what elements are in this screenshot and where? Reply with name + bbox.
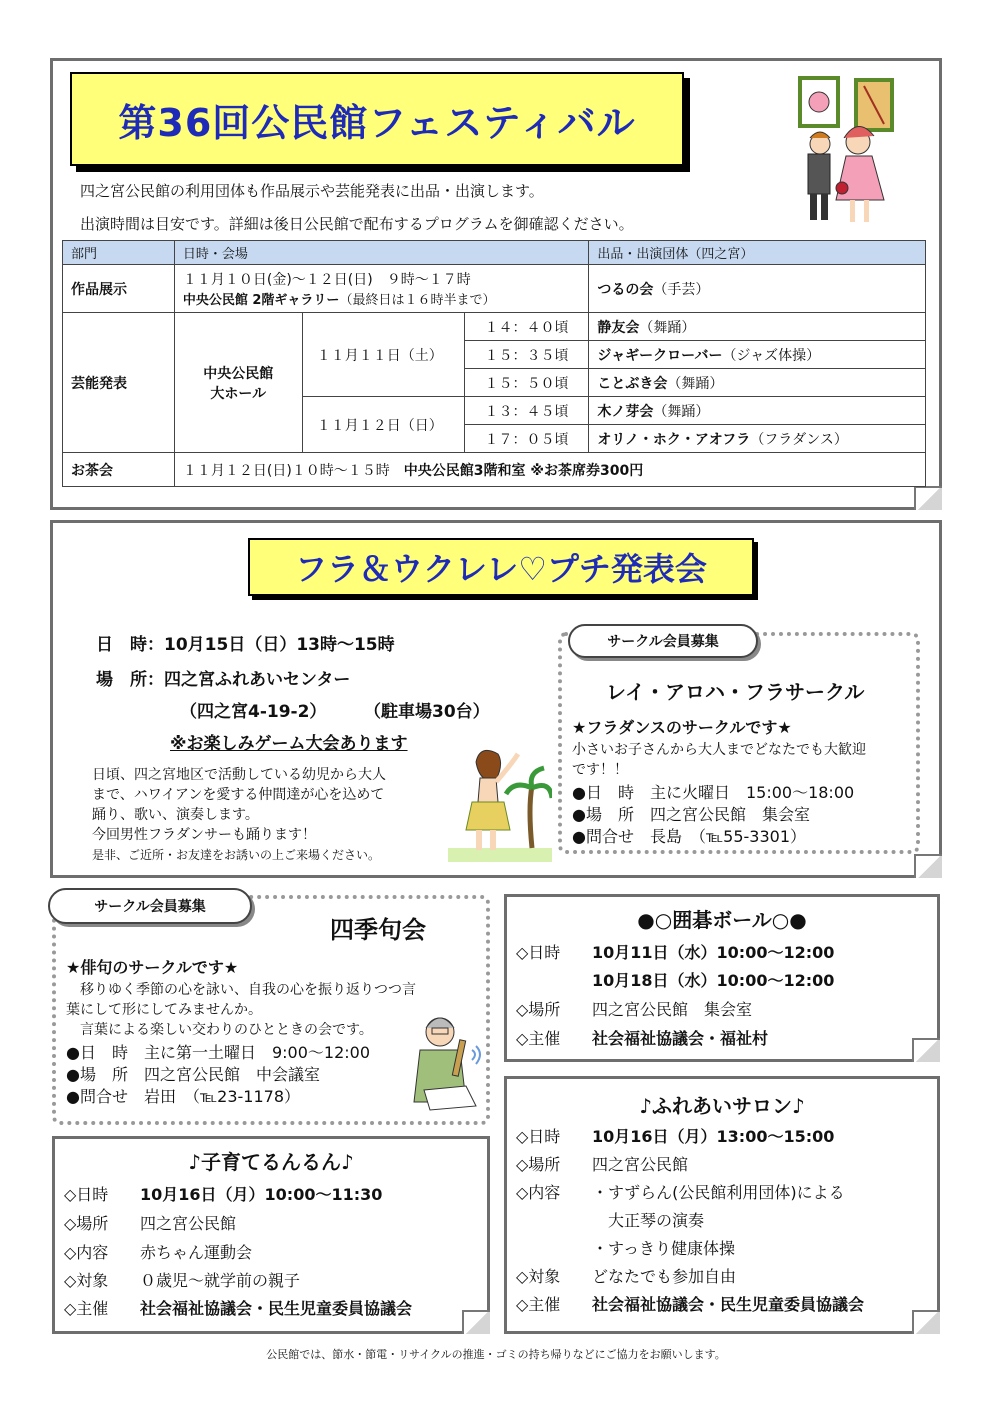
hula-circle-detail-line: ●場 所 四之宮公民館 集会室 <box>572 805 810 824</box>
festival-title-box <box>70 72 684 166</box>
go-row <box>516 997 752 1020</box>
header-group: 出品・出演団体（四之宮） <box>589 241 926 265</box>
kosodate-row-label: ◇対象 <box>64 1271 109 1290</box>
hula-address: （四之宮4-19-2） <box>180 702 327 722</box>
hula-date-row <box>96 630 395 655</box>
go-row-label: ◇日時 <box>516 943 561 962</box>
palm-tree <box>530 786 532 848</box>
hula-circle-welcome <box>572 740 866 780</box>
slot-group: 静友会 <box>597 319 640 336</box>
perf-dept: 芸能発表 <box>63 313 175 453</box>
kosodate-row-label: ◇日時 <box>64 1185 109 1204</box>
header-datetime: 日時・会場 <box>174 241 589 265</box>
slot-note: （舞踊） <box>639 319 696 336</box>
salon-row <box>516 1124 834 1147</box>
kosodate-row-label: ◇主催 <box>64 1299 109 1318</box>
slot-time: １４：４０頃 <box>464 313 589 341</box>
table-row-tea <box>63 453 926 487</box>
hula-title-box <box>248 538 754 596</box>
slot-group-cell <box>589 369 926 397</box>
table-row-perf-1 <box>63 313 926 341</box>
hula-place-row <box>96 665 350 690</box>
hula-circle-tagline: ★フラダンスのサークルです★ <box>572 718 792 737</box>
exhibit-group: つるの会 <box>597 281 654 298</box>
kosodate-title: ♪子育てるんるん♪ <box>188 1150 354 1174</box>
gallery-visitors-illustration <box>792 72 902 230</box>
perf-venue-1: 中央公民館 <box>203 365 274 382</box>
hula-game-note: ※お楽しみゲーム大会あります <box>170 734 408 754</box>
festival-intro-2: 出演時間は目安です。詳細は後日公民館で配布するプログラムを御確認ください。 <box>80 215 634 233</box>
kosodate-row-label: ◇内容 <box>64 1243 109 1262</box>
table-header-row <box>63 241 926 265</box>
salon-row <box>516 1236 735 1259</box>
festival-intro-1: 四之宮公民館の利用団体も作品展示や芸能発表に出品・出演します。 <box>80 182 544 200</box>
slot-time: １５：３５頃 <box>464 341 589 369</box>
hula-title: フラ＆ウクレレ♡プチ発表会 <box>295 550 707 588</box>
hula-circle-welcome-line: 小さいお子さんから大人までどなたでも大歓迎 <box>572 742 866 758</box>
go-row-value: 四之宮公民館 集会室 <box>592 1000 753 1019</box>
exhibit-note: （最終日は１６時半まで） <box>339 293 496 308</box>
tea-cell <box>174 453 925 487</box>
hula-dancer-illustration <box>448 744 552 866</box>
go-row-value: 社会福祉協議会・福祉村 <box>592 1029 769 1048</box>
slot-time: １５：５０頃 <box>464 369 589 397</box>
slot-group-cell <box>589 425 926 453</box>
salon-row-value: ・すずらん(公民館利用団体)による <box>592 1183 845 1202</box>
perf-venue <box>174 313 302 453</box>
kosodate-row-value: 社会福祉協議会・民生児童委員協議会 <box>140 1299 413 1318</box>
footer-note: 公民館では、節水・節電・リサイクルの推進・ゴミの持ち帰りなどにご協力をお願いします。 <box>266 1348 726 1361</box>
hula-place-label: 場 所： <box>96 670 164 690</box>
exhibit-datetime <box>174 265 589 313</box>
salon-row-label: ◇内容 <box>516 1183 561 1202</box>
kosodate-row-label: ◇場所 <box>64 1214 109 1233</box>
hula-place: 四之宮ふれあいセンター <box>164 670 351 690</box>
slot-time: １３：４５頃 <box>464 397 589 425</box>
go-row-label: ◇場所 <box>516 1000 561 1019</box>
go-row-label: ◇主催 <box>516 1029 561 1048</box>
exhibit-dates: １１月１０日(金)～１２日(日) ９時～１７時 <box>182 272 471 288</box>
slot-time: １７：０５頃 <box>464 425 589 453</box>
slot-group-cell <box>589 397 926 425</box>
tea-venue: 中央公民館3階和室 ※お茶席券300円 <box>403 462 644 479</box>
exhibit-group-note: （手芸） <box>653 281 710 298</box>
slot-group-cell <box>589 341 926 369</box>
haiku-body-line: 移りゆく季節の心を詠い、自我の心を振り返りつつ言 <box>66 982 416 998</box>
slot-note: （ジャズ体操） <box>722 347 821 364</box>
hula-circle-welcome-line: です！！ <box>572 762 628 778</box>
salon-row <box>516 1208 704 1231</box>
salon-row-value: 10月16日（月）13:00～15:00 <box>592 1127 835 1146</box>
hula-date-label: 日 時： <box>96 635 164 655</box>
salon-row <box>516 1180 845 1203</box>
salon-row-label: ◇主催 <box>516 1295 561 1314</box>
salon-row <box>516 1292 864 1315</box>
hula-circle-pill: サークル会員募集 <box>568 624 758 658</box>
hula-circle-detail-line: ●日 時 主に火曜日 15:00～18:00 <box>572 783 855 802</box>
kosodate-row-value: ０歳児～就学前の親子 <box>140 1271 301 1290</box>
exhibit-dept: 作品展示 <box>63 265 175 313</box>
slot-note: （舞踊） <box>667 375 724 392</box>
tea-dept: お茶会 <box>63 453 175 487</box>
hula-parking: （駐車場30台） <box>364 702 490 722</box>
hula-body-line: 日頃、四之宮地区で活動している幼児から大人 <box>92 767 386 783</box>
slot-note: （舞踊） <box>653 403 710 420</box>
kosodate-row-value: 四之宮公民館 <box>140 1214 237 1233</box>
slot-group-cell <box>589 313 926 341</box>
perf-day-1: １１月１１日（土） <box>302 313 464 397</box>
salon-row-value: 大正琴の演奏 <box>592 1211 705 1230</box>
tea-datetime: １１月１２日(日)１０時～１５時 <box>182 462 390 479</box>
exhibit-venue: 中央公民館 2階ギャラリー <box>182 293 340 308</box>
salon-row-value: 四之宮公民館 <box>592 1155 689 1174</box>
kosodate-row <box>64 1296 412 1319</box>
hula-body-line: 踊り、歌い、演奏します。 <box>92 807 259 823</box>
salon-row-label: ◇日時 <box>516 1127 561 1146</box>
slot-group: オリノ・ホク・アオフラ <box>597 431 751 448</box>
haiku-detail-line: ●場 所 四之宮公民館 中会議室 <box>66 1065 320 1084</box>
hula-circle-details <box>572 782 854 848</box>
haiku-body <box>66 980 416 1040</box>
hula-circle-name: レイ・アロハ・フラサークル <box>606 680 865 704</box>
kosodate-row-value: 赤ちゃん運動会 <box>140 1243 253 1262</box>
writer-illustration <box>410 1010 484 1116</box>
go-row-value: 10月11日（水）10:00～12:00 <box>592 943 835 962</box>
kosodate-row-value: 10月16日（月）10:00～11:30 <box>140 1185 383 1204</box>
salon-title: ♪ふれあいサロン♪ <box>639 1094 805 1118</box>
slot-group: 木ノ芽会 <box>597 403 654 420</box>
kosodate-row <box>64 1211 236 1234</box>
hula-date: 10月15日（日）13時～15時 <box>164 635 395 655</box>
haiku-circle-pill: サークル会員募集 <box>48 888 252 924</box>
perf-day-2: １１月１２日（日） <box>302 397 464 453</box>
hula-body-line: まで、ハワイアンを愛する仲間達が心を込めて <box>92 787 385 803</box>
haiku-body-line: 葉にして形にしてみませんか。 <box>66 1002 262 1018</box>
kosodate-row <box>64 1240 252 1263</box>
go-row-value: 10月18日（水）10:00～12:00 <box>592 971 835 990</box>
go-ball-title: ●○囲碁ボール○● <box>637 908 807 932</box>
hula-circle-detail-line: ●問合せ 長島 （℡55-3301） <box>572 827 807 846</box>
hula-body-line: 今回男性フラダンサーも踊ります！ <box>92 827 316 843</box>
haiku-tagline: ★俳句のサークルです★ <box>66 958 239 977</box>
salon-row-value: ・すっきり健康体操 <box>592 1239 736 1258</box>
exhibit-group-cell <box>589 265 926 313</box>
hula-body-line: 是非、ご近所・お友達をお誘いの上ご来場ください。 <box>92 848 381 862</box>
salon-row-value: 社会福祉協議会・民生児童委員協議会 <box>592 1295 865 1314</box>
salon-row <box>516 1264 736 1287</box>
salon-row-label: ◇対象 <box>516 1267 561 1286</box>
hula-body <box>92 765 386 865</box>
header-dept: 部門 <box>63 241 175 265</box>
salon-row <box>516 1152 688 1175</box>
salon-row-value: どなたでも参加自由 <box>592 1267 737 1286</box>
haiku-detail-line: ●日 時 主に第一土曜日 9:00～12:00 <box>66 1043 371 1062</box>
slot-group: ジャギークローバー <box>597 347 723 364</box>
haiku-circle-name: 四季句会 <box>330 916 426 944</box>
festival-schedule-table <box>62 240 926 487</box>
haiku-details <box>66 1042 370 1108</box>
slot-group: ことぶき会 <box>597 375 668 392</box>
haiku-body-line: 言葉による楽しい交わりのひとときの会です。 <box>66 1022 373 1038</box>
go-row <box>516 940 834 963</box>
kosodate-row <box>64 1182 382 1205</box>
go-row <box>516 968 834 991</box>
haiku-detail-line: ●問合せ 岩田 （℡23-1178） <box>66 1087 301 1106</box>
table-row-exhibit <box>63 265 926 313</box>
go-row <box>516 1026 768 1049</box>
kosodate-row <box>64 1268 300 1291</box>
festival-title: 第36回公民館フェスティバル <box>118 100 636 145</box>
perf-venue-2: 大ホール <box>210 385 267 402</box>
salon-row-label: ◇場所 <box>516 1155 561 1174</box>
slot-note: （フラダンス） <box>750 431 848 448</box>
